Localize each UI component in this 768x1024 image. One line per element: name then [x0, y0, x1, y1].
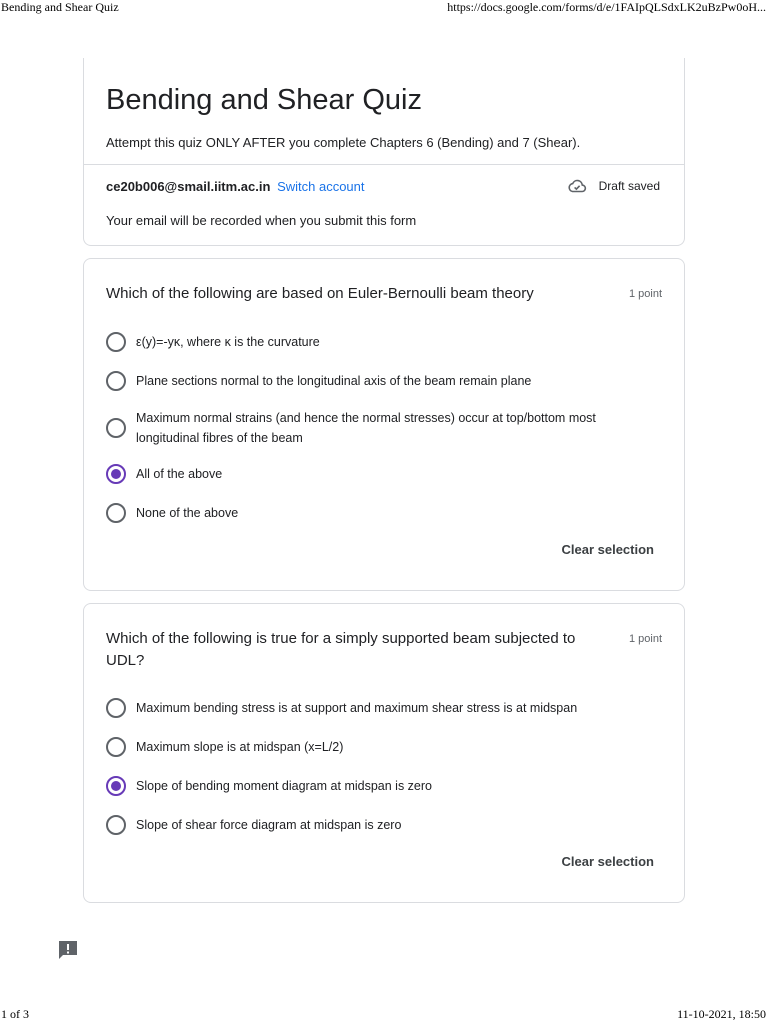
radio-button[interactable]	[106, 371, 126, 391]
option-label: Slope of shear force diagram at midspan is zero	[136, 818, 402, 832]
question-title: Which of the following are based on Euler-Bernoulli beam theory	[106, 285, 534, 302]
email-recorded-notice: Your email will be recorded when you submit this form	[106, 213, 417, 228]
radio-button[interactable]	[106, 418, 126, 438]
print-footer	[0, 1006, 768, 1024]
option-label: Maximum bending stress is at support and maximum shear stress is at midspan	[136, 701, 578, 715]
option-label: None of the above	[136, 506, 239, 520]
page-number: 1 of 3	[1, 1007, 29, 1021]
answer-option[interactable]	[106, 776, 654, 796]
answer-option[interactable]	[106, 464, 654, 484]
question-card	[83, 258, 685, 591]
answer-option[interactable]	[106, 698, 654, 718]
option-label: Slope of bending moment diagram at midspan is zero	[136, 779, 432, 793]
radio-button-selected[interactable]	[106, 776, 126, 796]
radio-button[interactable]	[106, 698, 126, 718]
option-label: All of the above	[136, 467, 223, 481]
radio-button[interactable]	[106, 503, 126, 523]
feedback-icon[interactable]	[57, 939, 79, 961]
answer-option[interactable]	[106, 815, 654, 835]
answer-option[interactable]	[106, 408, 654, 448]
question-title: Which of the following is true for a simply supported beam subjected to UDL?	[106, 630, 576, 669]
divider	[84, 164, 684, 165]
cloud-check-icon	[567, 178, 587, 194]
question-points: 1 point	[628, 633, 662, 645]
radio-button-selected[interactable]	[106, 464, 126, 484]
option-label: Plane sections normal to the longitudinal axis of the beam remain plane	[136, 374, 532, 388]
option-label: Maximum normal strains (and hence the normal stresses) occur at top/bottom most longitudinal fibres of the beam	[136, 411, 596, 445]
account-email: ce20b006@smail.iitm.ac.in	[106, 179, 271, 194]
clear-selection-button[interactable]: Clear selection	[561, 854, 654, 869]
switch-account-link[interactable]: Switch account	[277, 179, 365, 194]
option-label: Maximum slope is at midspan (x=L/2)	[136, 740, 344, 754]
radio-button[interactable]	[106, 815, 126, 835]
draft-status-label: Draft saved	[598, 179, 660, 193]
answer-option[interactable]	[106, 332, 654, 352]
print-header-url: https://docs.google.com/forms/d/e/1FAIpQLSdxLK2uBzPw0oH...	[447, 0, 766, 14]
form-header-card	[83, 58, 685, 246]
print-header	[0, 0, 768, 18]
radio-button[interactable]	[106, 737, 126, 757]
question-card	[83, 603, 685, 903]
draft-status	[567, 178, 660, 194]
question-points: 1 point	[628, 288, 662, 300]
radio-button[interactable]	[106, 332, 126, 352]
option-label: ε(y)=-yκ, where κ is the curvature	[136, 335, 320, 349]
form-description: Attempt this quiz ONLY AFTER you complete Chapters 6 (Bending) and 7 (Shear).	[106, 135, 581, 150]
account-row	[106, 179, 662, 197]
form-title: Bending and Shear Quiz	[106, 84, 422, 116]
answer-option[interactable]	[106, 503, 654, 523]
print-datetime: 11-10-2021, 18:50	[677, 1007, 766, 1021]
clear-selection-button[interactable]: Clear selection	[561, 542, 654, 557]
answer-option[interactable]	[106, 737, 654, 757]
answer-option[interactable]	[106, 371, 654, 391]
print-header-title: Bending and Shear Quiz	[1, 0, 119, 14]
